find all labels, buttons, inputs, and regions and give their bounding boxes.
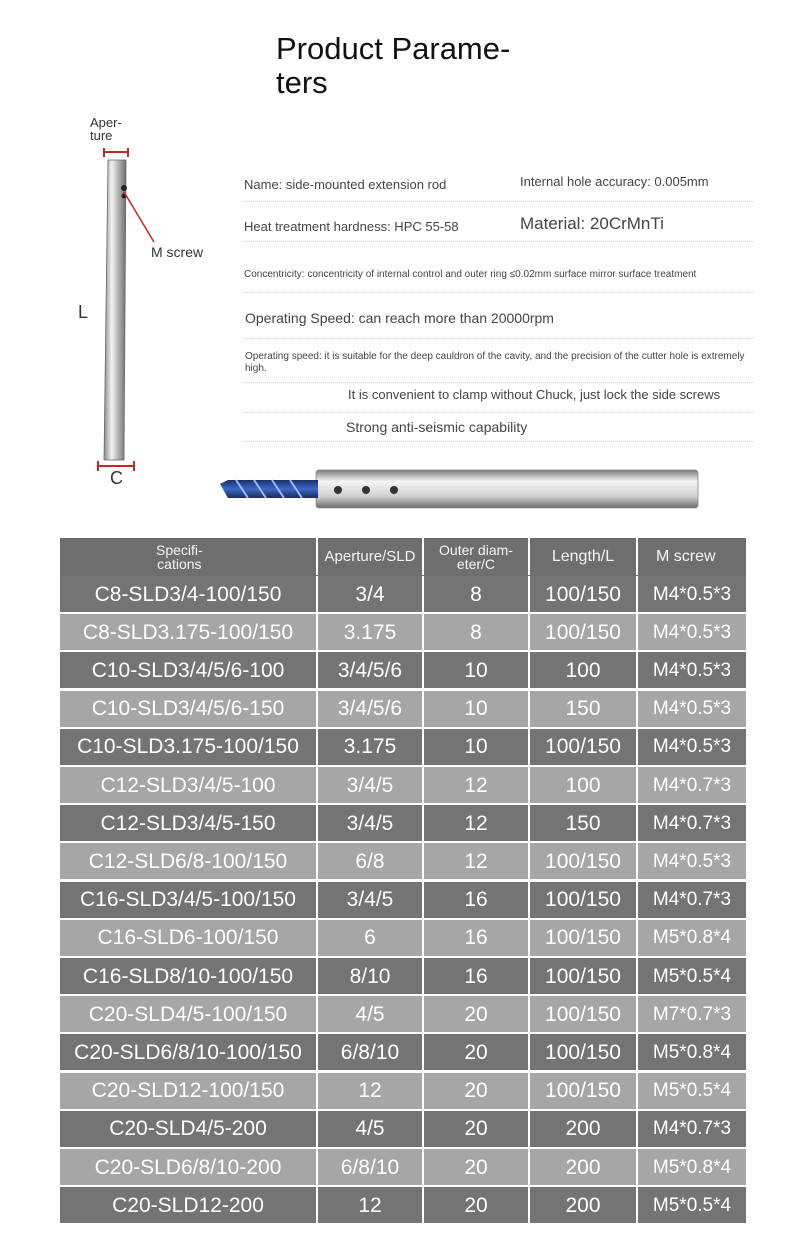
table-row [60, 1073, 746, 1111]
tool-image [218, 466, 700, 510]
cell-length: 100/150 [530, 576, 638, 613]
cell-specification: C8-SLD3.175-100/150 [60, 614, 318, 651]
length-label: L [78, 302, 89, 322]
cell-aperture: 3/4/5/6 [318, 652, 424, 689]
table-row [60, 843, 746, 881]
cell-mscrew: M5*0.8*4 [652, 927, 732, 949]
cell-aperture: 6/8 [318, 843, 424, 880]
page-title: Product Parame- ters [276, 31, 511, 100]
header-length: Length/L [530, 538, 638, 575]
cell-outer-diameter: 12 [424, 843, 530, 880]
table-row [60, 996, 746, 1034]
cell-specification: C20-SLD6/8/10-100/150 [60, 1034, 318, 1071]
cell-outer-diameter: 20 [424, 996, 530, 1033]
param-row [244, 243, 754, 293]
cell-specification: C8-SLD3/4-100/150 [60, 576, 318, 613]
cell-mscrew: M4*0.5*3 [652, 621, 732, 643]
param-hardness: Heat treatment hardness: HPC 55-58 [244, 219, 459, 234]
cell-length: 100/150 [530, 1034, 638, 1071]
cell-mscrew: M5*0.5*4 [652, 1194, 732, 1216]
param-clamp: It is convenient to clamp without Chuck, just lock the side screws [348, 387, 721, 402]
param-material: Material: 20CrMnTi [520, 214, 664, 233]
table-row [60, 729, 746, 767]
cell-outer-diameter: 8 [424, 576, 530, 613]
cell-aperture: 3/4 [318, 576, 424, 613]
cell-specification: C10-SLD3.175-100/150 [60, 729, 318, 766]
cell-specification: C12-SLD3/4/5-150 [60, 805, 318, 842]
table-row [60, 691, 746, 729]
cell-length: 150 [530, 805, 638, 842]
cell-specification: C20-SLD12-100/150 [60, 1073, 318, 1110]
cell-mscrew: M4*0.7*3 [652, 774, 732, 796]
table-row [60, 576, 746, 614]
cell-length: 100 [530, 652, 638, 689]
cell-specification: C10-SLD3/4/5/6-150 [60, 691, 318, 728]
cell-mscrew: M5*0.8*4 [652, 1041, 732, 1063]
cell-specification: C20-SLD4/5-100/150 [60, 996, 318, 1033]
cell-specification: C12-SLD6/8-100/150 [60, 843, 318, 880]
cell-mscrew: M4*0.7*3 [652, 889, 732, 911]
header-mscrew: M screw [656, 547, 716, 565]
cell-specification: C16-SLD6-100/150 [60, 920, 318, 957]
cell-length: 100/150 [530, 958, 638, 995]
param-accuracy: Internal hole accuracy: 0.005mm [520, 174, 709, 189]
mscrew-label: M screw [151, 244, 204, 260]
table-row [60, 614, 746, 652]
cell-length: 100/150 [530, 882, 638, 919]
cell-outer-diameter: 16 [424, 958, 530, 995]
cell-outer-diameter: 10 [424, 652, 530, 689]
table-row [60, 1111, 746, 1149]
cell-specification: C16-SLD3/4/5-100/150 [60, 882, 318, 919]
table-row [60, 1187, 746, 1225]
cell-length: 200 [530, 1187, 638, 1224]
table-row [60, 805, 746, 843]
cell-mscrew: M4*0.5*3 [652, 736, 732, 758]
cell-aperture: 3.175 [318, 614, 424, 651]
cell-mscrew: M4*0.7*3 [652, 812, 732, 834]
table-row [60, 920, 746, 958]
cell-mscrew: M4*0.5*3 [652, 659, 732, 681]
cell-aperture: 12 [318, 1073, 424, 1110]
cell-length: 100 [530, 767, 638, 804]
spec-table [60, 538, 746, 1228]
cell-aperture: 12 [318, 1187, 424, 1224]
cell-outer-diameter: 20 [424, 1149, 530, 1186]
table-row [60, 1034, 746, 1072]
cell-aperture: 3/4/5 [318, 805, 424, 842]
cell-outer-diameter: 20 [424, 1111, 530, 1148]
cell-mscrew: M4*0.5*3 [652, 583, 732, 605]
cell-outer-diameter: 20 [424, 1073, 530, 1110]
cell-mscrew: M4*0.7*3 [652, 1118, 732, 1140]
diameter-label: C [110, 468, 123, 488]
cell-outer-diameter: 16 [424, 920, 530, 957]
cell-mscrew: M5*0.5*4 [652, 1080, 732, 1102]
cell-length: 100/150 [530, 614, 638, 651]
table-row [60, 1149, 746, 1187]
param-concentricity: Concentricity: concentricity of internal control and outer ring ≤0.02mm surface mirror surface treatment [244, 269, 697, 280]
cell-mscrew: M5*0.8*4 [652, 1156, 732, 1178]
cell-specification: C20-SLD6/8/10-200 [60, 1149, 318, 1186]
cell-aperture: 6 [318, 920, 424, 957]
cell-outer-diameter: 10 [424, 691, 530, 728]
cell-length: 150 [530, 691, 638, 728]
cell-outer-diameter: 12 [424, 767, 530, 804]
cell-specification: C20-SLD4/5-200 [60, 1111, 318, 1148]
cell-length: 100/150 [530, 843, 638, 880]
rod-diagram [60, 110, 230, 500]
cell-outer-diameter: 12 [424, 805, 530, 842]
cell-outer-diameter: 20 [424, 1034, 530, 1071]
cell-mscrew: M4*0.5*3 [652, 850, 732, 872]
cell-outer-diameter: 10 [424, 729, 530, 766]
cell-specification: C16-SLD8/10-100/150 [60, 958, 318, 995]
cell-outer-diameter: 20 [424, 1187, 530, 1224]
table-row [60, 767, 746, 805]
cell-specification: C10-SLD3/4/5/6-100 [60, 652, 318, 689]
cell-aperture: 6/8/10 [318, 1034, 424, 1071]
header-aperture: Aperture/SLD [318, 538, 424, 575]
aperture-label: Aper- ture [90, 115, 122, 143]
param-speed-note: Operating speed: it is suitable for the deep cauldron of the cavity, and the precision of the cutter hole is extremely high. [245, 351, 745, 374]
table-row [60, 958, 746, 996]
param-antiseismic: Strong anti-seismic capability [346, 419, 528, 435]
cell-aperture: 4/5 [318, 996, 424, 1033]
cell-length: 100/150 [530, 996, 638, 1033]
cell-aperture: 4/5 [318, 1111, 424, 1148]
header-outer-diameter: Outer diam- eter/C [424, 538, 530, 575]
table-header-row [60, 538, 746, 576]
cell-aperture: 3.175 [318, 729, 424, 766]
cell-specification: C12-SLD3/4/5-100 [60, 767, 318, 804]
cell-outer-diameter: 16 [424, 882, 530, 919]
cell-outer-diameter: 8 [424, 614, 530, 651]
cell-mscrew: M7*0.7*3 [652, 1003, 732, 1025]
cell-aperture: 3/4/5 [318, 882, 424, 919]
table-row [60, 882, 746, 920]
cell-aperture: 6/8/10 [318, 1149, 424, 1186]
param-speed: Operating Speed: can reach more than 20000rpm [245, 310, 554, 326]
cell-length: 100/150 [530, 920, 638, 957]
cell-length: 200 [530, 1149, 638, 1186]
header-specifications: Specifi- cations [60, 538, 318, 575]
cell-mscrew: M4*0.5*3 [652, 698, 732, 720]
cell-aperture: 3/4/5/6 [318, 691, 424, 728]
cell-length: 100/150 [530, 729, 638, 766]
cell-specification: C20-SLD12-200 [60, 1187, 318, 1224]
cell-aperture: 3/4/5 [318, 767, 424, 804]
cell-aperture: 8/10 [318, 958, 424, 995]
param-name: Name: side-mounted extension rod [244, 177, 447, 192]
cell-length: 100/150 [530, 1073, 638, 1110]
cell-mscrew: M5*0.5*4 [652, 965, 732, 987]
table-row [60, 652, 746, 690]
cell-length: 200 [530, 1111, 638, 1148]
